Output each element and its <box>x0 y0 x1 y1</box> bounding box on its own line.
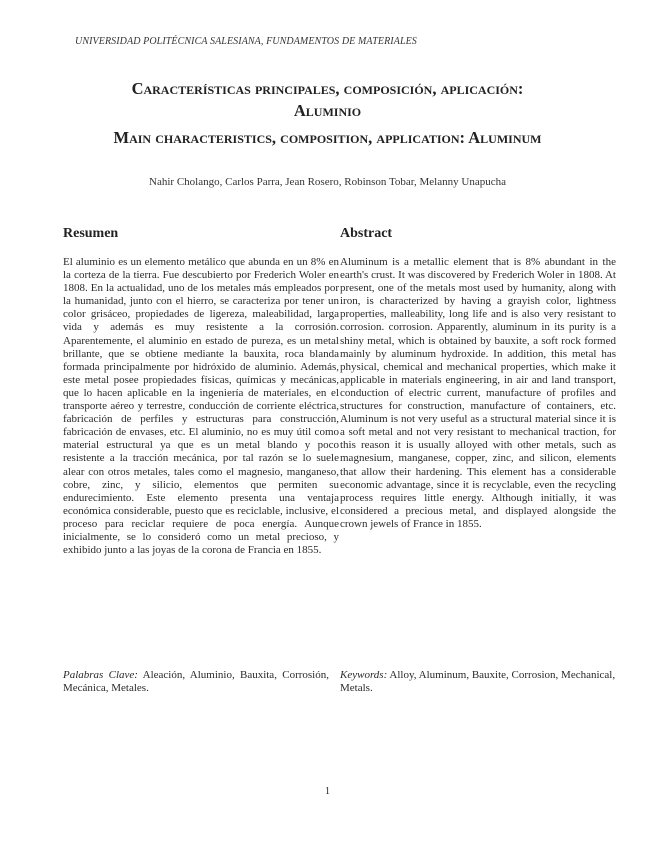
spanish-title <box>40 78 615 122</box>
resumen-section <box>63 226 339 557</box>
english-title: Main characteristics, composition, application: Aluminum <box>113 128 542 147</box>
running-header: UNIVERSIDAD POLITÉCNICA SALESIANA, FUNDAMENTOS DE MATERIALES <box>75 36 417 47</box>
author-list: Nahir Cholango, Carlos Parra, Jean Rosero, Robinson Tobar, Melanny Unapucha <box>149 176 506 188</box>
abstract-text: Aluminum is a metallic element that is 8% abundant in the earth's crust. It was discovered by Frederich Woler in 1808. At present, one of the metals most used by humanity, along with iron, is characterized by having a grayish color, lightness properties, malleability, long life and is also very resistant to corrosion. corrosion. Apparently, aluminum in its purity is a shiny metal, which is obtained by bauxite, a soft rock formed mainly by aluminum hydroxide. In addition, this metal has physical, chemical and mechanical properties, which make it applicable in materials engineering, in air and land transport, conduction of electric current, manufacture of profiles and structures for construction, manufacture of containers, etc. Aluminum is not very useful as a structural material since it is a soft metal and not very resistant to mechanical traction, for this reason it is usually alloyed with other metals, such as magnesium, manganese, copper, zinc, and silicon, elements that allow their hardening. This element has a considerable economic advantage, since it is recyclable, even the recycling process requires little energy. Although initially, it was considered a precious metal, and displayed alongside the crown jewels of France in 1855. <box>340 256 616 530</box>
abstract-keywords-label: Keywords: <box>340 669 388 681</box>
resumen-keywords <box>63 669 329 695</box>
spanish-title-line1: Características principales, composición, aplicación: <box>131 79 524 98</box>
resumen-keywords-list: Aleación, Aluminio, Bauxita, Corrosión, Mecánica, Metales. <box>63 669 329 695</box>
abstract-section <box>340 226 616 531</box>
resumen-keywords-label: Palabras Clave: <box>63 669 138 681</box>
page-number: 1 <box>325 786 330 797</box>
spanish-title-line2: Aluminio <box>293 101 362 120</box>
abstract-heading: Abstract <box>340 226 393 241</box>
resumen-text: El aluminio es un elemento metálico que abunda en un 8% en la corteza de la tierra. Fue descubierto por Frederich Woler en 1808. En la actualidad, uno de los metales más empleados por la humanidad, junto con el hierro, se caracteriza por tener un color grisáceo, propiedades de ligereza, maleabilidad, larga vida y además es muy resistente a la corrosión. Aparentemente, el aluminio en estado de pureza, es un metal brillante, que se obtiene mediante la bauxita, roca blanda formada principalmente por hidróxido de aluminio. Además, este metal posee propiedades físicas, químicas y mecánicas, que lo hacen aplicable en la ingeniería de materiales, en el transporte aéreo y terrestre, conducción de corriente eléctrica, fabricación de perfiles y estructuras para construcción, fabricación de envases, etc. El aluminio, no es muy útil como material estructural ya que es un metal blando y poco resistente a la tracción mecánica, por tal razón se lo suele alear con otros metales, tales como el magnesio, manganeso, cobre, zinc, y silicio, elementos que permiten su endurecimiento. Este elemento presenta una ventaja económica considerable, puesto que es reciclable, inclusive, el proceso para reciclar requiere de poca energía. Aunque inicialmente, se lo consideró como un metal precioso, y exhibido junto a las joyas de la corona de Francia en 1855. <box>63 256 339 557</box>
abstract-keywords <box>340 669 616 695</box>
abstract-keywords-list: Alloy, Aluminum, Bauxite, Corrosion, Mechanical, Metals. <box>340 669 616 695</box>
resumen-heading: Resumen <box>63 226 119 241</box>
